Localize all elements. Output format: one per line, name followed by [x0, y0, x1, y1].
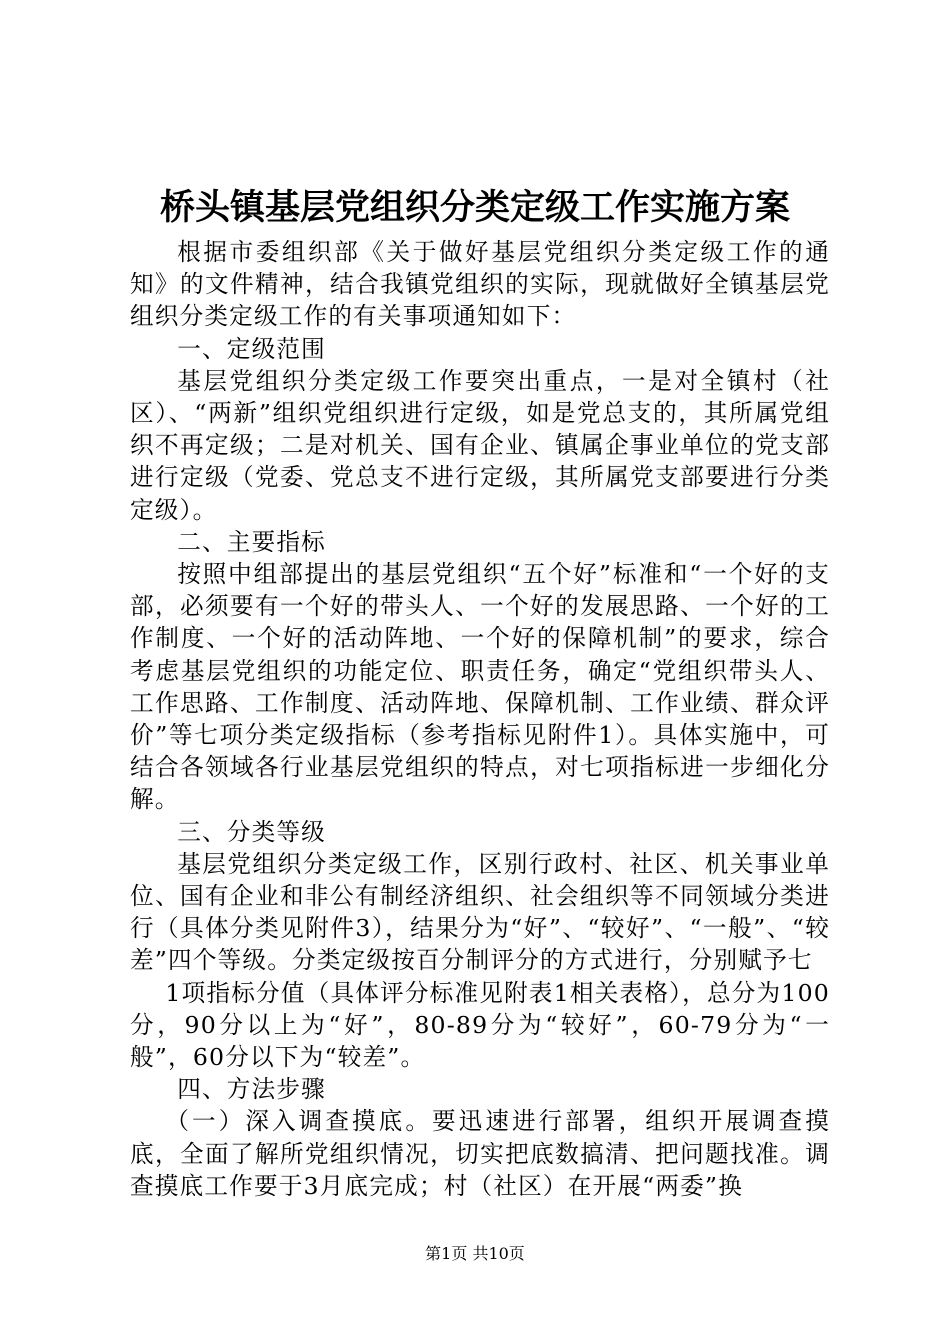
section-heading-grades: 三、分类等级 [177, 817, 326, 846]
document-body [130, 236, 830, 1202]
page-number-footer: 第1页 共10页 [425, 1244, 525, 1263]
section-heading-indicators: 二、主要指标 [177, 527, 326, 556]
document-title: 桥头镇基层党组织分类定级工作实施方案 [159, 187, 790, 228]
section-scope-paragraph: 基层党组织分类定级工作要突出重点，一是对全镇村（社区）、“两新”组织党组织进行定级，如是党总支的，其所属党组织不再定级；二是对机关、国有企业、镇属企事业单位的党支部进行定级（党委、党总支不进行定级，其所属党支部要进行分类定级）。 [130, 366, 830, 524]
section-indicators-paragraph: 按照中组部提出的基层党组织“五个好”标准和“一个好的支部，必须要有一个好的带头人、一个好的发展思路、一个好的工作制度、一个好的活动阵地、一个好的保障机制”的要求，综合考虑基层党组织的功能定位、职责任务，确定“党组织带头人、工作思路、工作制度、活动阵地、保障机制、工作业绩、群众评价”等七项分类定级指标（参考指标见附件1）。具体实施中，可结合各领域各行业基层党组织的特点，对七项指标进一步细化分解。 [130, 560, 830, 814]
section-steps-paragraph: （一）深入调查摸底。要迅速进行部署，组织开展调查摸底，全面了解所党组织情况，切实把底数搞清、把问题找准。调查摸底工作要于3月底完成；村（社区）在开展“两委”换 [130, 1107, 830, 1200]
section-heading-scope: 一、定级范围 [177, 334, 326, 363]
section-heading-steps: 四、方法步骤 [177, 1075, 326, 1104]
section-grades-paragraph-continued: 1项指标分值（具体评分标准见附表1相关表格），总分为100分，90分以上为“好”，80-89分为“较好”，60-79分为“一般”，60分以下为“较差”。 [130, 978, 830, 1072]
intro-paragraph: 根据市委组织部《关于做好基层党组织分类定级工作的通知》的文件精神，结合我镇党组织的实际，现就做好全镇基层党组织分类定级工作的有关事项通知如下： [130, 238, 830, 331]
section-grades-paragraph: 基层党组织分类定级工作，区别行政村、社区、机关事业单位、国有企业和非公有制经济组织、社会组织等不同领域分类进行（具体分类见附件3），结果分为“好”、“较好”、“一般”、“较差”四个等级。分类定级按百分制评分的方式进行，分别赋予七 [130, 849, 830, 975]
